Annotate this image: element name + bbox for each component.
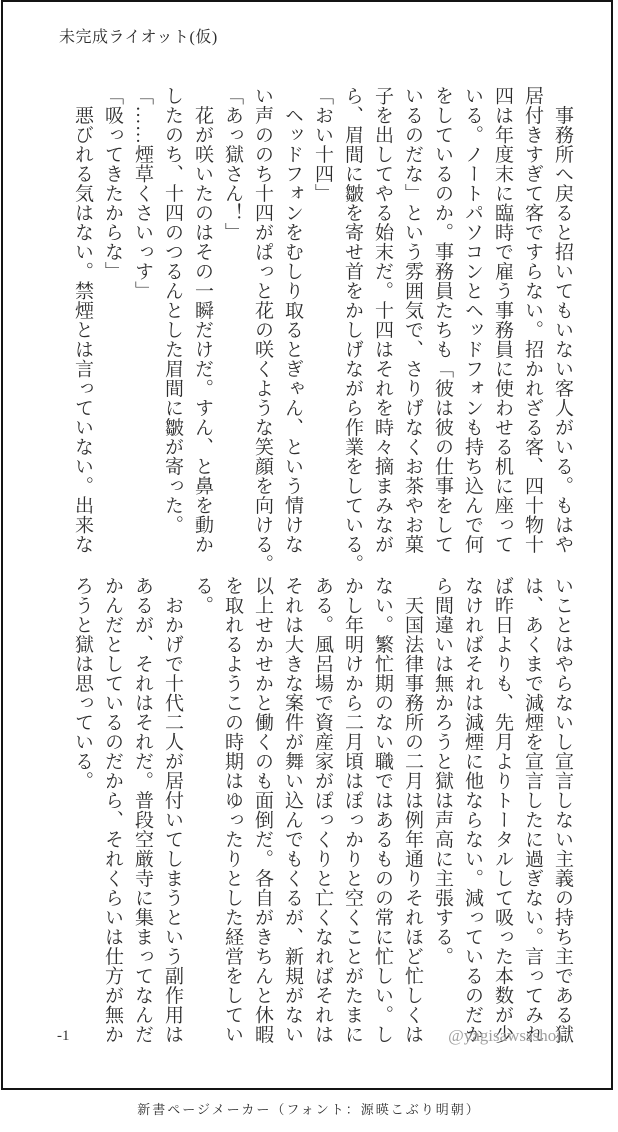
text-line: ば昨日よりも、先月よりトータルして吸った本数が少 (492, 576, 513, 1044)
text-line: 子を出してやる始末だ。十四はそれを時々摘まみなが (372, 86, 393, 554)
text-line: 四は年度末に臨時で雇う事務員に使わせる机に座って (492, 86, 513, 554)
text-line: 居付きすぎて客ですらない。招かれざる客、四十物十 (522, 86, 543, 554)
text-line: ある。風呂場で資産家がぽっくりと亡くなればそれは (312, 576, 333, 1044)
text-line: 以上せかせかと働くのも面倒だ。各自がきちんと休暇 (252, 576, 273, 1044)
text-line: おかげで十代二人が居付いてしまうという副作用は (162, 576, 183, 1044)
text-line: 「おい十四」 (312, 86, 333, 203)
text-line: いるのだな」という雰囲気で、さりげなくお茶やお菓 (402, 86, 423, 554)
text-line: をしているのか。事務員たちも「彼は彼の仕事をして (432, 86, 453, 554)
text-line: 悪びれる気はない。禁煙とは言っていない。出来な (72, 86, 93, 554)
text-line: 「吸ってきたからな」 (102, 86, 123, 281)
text-line: を取れるようこの時期はゆったりとした経営をしてい (222, 576, 243, 1044)
text-line: ら、眉間に皺を寄せ首をかしげながら作業をしている。 (342, 86, 363, 574)
text-line: したのち、十四のつるんとした眉間に皺が寄った。 (162, 86, 183, 535)
text-line: ら間違いは無かろうと獄は声高に主張する。 (432, 576, 453, 966)
author-handle: @yagisawssshoi (448, 1026, 561, 1045)
text-block-top (67, 86, 577, 574)
generator-caption: 新書ページメーカー（フォント：源暎こぶり明朝） (137, 1102, 481, 1117)
novel-page-frame (1, 0, 613, 1090)
text-line: 花が咲いたのはその一瞬だけだ。すん、と鼻を動か (192, 86, 213, 554)
text-line: いことはやらないし宣言しない主義の持ち主である獄 (552, 576, 573, 1044)
text-line: ない。繁忙期のない職ではあるものの常に忙しい。し (372, 576, 393, 1044)
text-line: あるが、それはそれだ。普段空厳寺に集まってなんだ (132, 576, 153, 1044)
text-line: 天国法律事務所の二月は例年通りそれほど忙しくは (402, 576, 423, 1044)
text-line: 「……煙草くさいっす」 (132, 86, 153, 301)
text-line: 事務所へ戻ると招いてもいない客人がいる。もはや (552, 86, 573, 554)
text-line: いる。ノートパソコンとヘッドフォンも持ち込んで何 (462, 86, 483, 554)
text-line: は、あくまで減煙を宣言したに過ぎない。言ってみれ (522, 576, 543, 1044)
text-line: なければそれは減煙に他ならない。減っているのだか (462, 576, 483, 1044)
page-number: -1 (57, 1028, 70, 1044)
text-line: ヘッドフォンをむしり取るとぎゃん、という情けな (282, 86, 303, 554)
text-block-bottom (67, 576, 577, 1044)
text-line: 「あっ獄さん！」 (222, 86, 243, 242)
text-line: る。 (192, 576, 213, 615)
text-line: い声ののち十四がぱっと花の咲くような笑顔を向ける。 (252, 86, 273, 574)
text-line: かんだとしているのだから、それくらいは仕方が無か (102, 576, 123, 1044)
page-title: 未完成ライオット(仮) (59, 29, 218, 46)
text-line: かし年明けから二月頃はぽっかりと空くことがたまに (342, 576, 363, 1044)
text-line: それは大きな案件が舞い込んでもくるが、新規がない (282, 576, 303, 1044)
text-line: ろうと獄は思っている。 (72, 576, 93, 791)
